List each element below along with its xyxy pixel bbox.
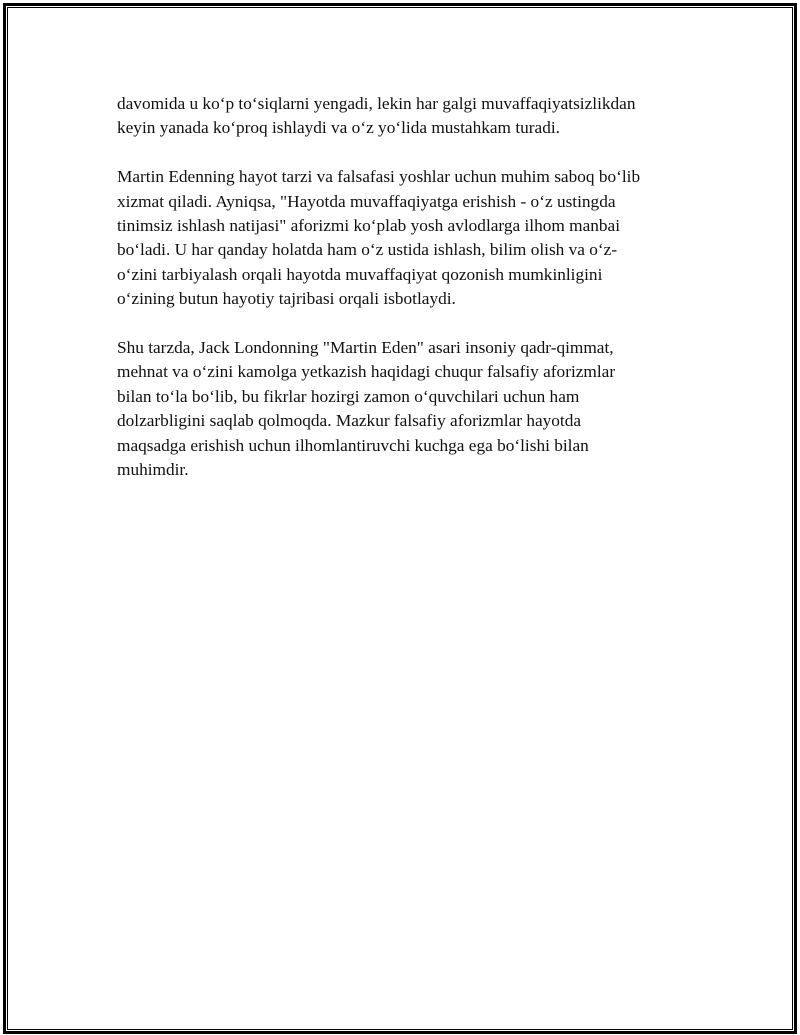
document-body (117, 92, 697, 507)
paragraph-1 (117, 92, 697, 141)
paragraph-line: dolzarbligini saqlab qolmoqda. Mazkur falsafiy aforizmlar hayotda (117, 411, 582, 431)
paragraph-line: Martin Edenning hayot tarzi va falsafasi yoshlar uchun muhim saboq bo‘lib (117, 167, 641, 187)
paragraph-line: keyin yanada ko‘proq ishlaydi va o‘z yo‘lida mustahkam turadi. (117, 118, 560, 138)
paragraph-line: bo‘ladi. U har qanday holatda ham o‘z ustida ishlash, bilim olish va o‘z- (117, 240, 618, 260)
paragraph-line: Shu tarzda, Jack Londonning "Martin Eden" asari insoniy qadr-qimmat, (117, 338, 614, 358)
paragraph-line: davomida u ko‘p to‘siqlarni yengadi, lekin har galgi muvaffaqiyatsizlikdan (117, 94, 636, 113)
paragraph-line: bilan to‘la bo‘lib, bu fikrlar hozirgi zamon o‘quvchilari uchun ham (117, 386, 580, 406)
paragraph-line: o‘zini tarbiyalash orqali hayotda muvaffaqiyat qozonish mumkinligini (117, 264, 603, 284)
paragraph-line: muhimdir. (117, 460, 189, 480)
paragraph-3 (117, 336, 697, 482)
paragraph-line: mehnat va o‘zini kamolga yetkazish haqidagi chuqur falsafiy aforizmlar (117, 362, 616, 382)
paragraph-line: tinimsiz ishlash natijasi" aforizmi ko‘plab yosh avlodlarga ilhom manbai (117, 216, 620, 236)
paragraph-line: xizmat qiladi. Ayniqsa, "Hayotda muvaffaqiyatga erishish - o‘z ustingda (117, 191, 616, 211)
paragraph-line: o‘zining butun hayotiy tajribasi orqali isbotlaydi. (117, 289, 456, 309)
paragraph-2 (117, 165, 697, 311)
paragraph-line: maqsadga erishish uchun ilhomlantiruvchi kuchga ega bo‘lishi bilan (117, 435, 589, 455)
